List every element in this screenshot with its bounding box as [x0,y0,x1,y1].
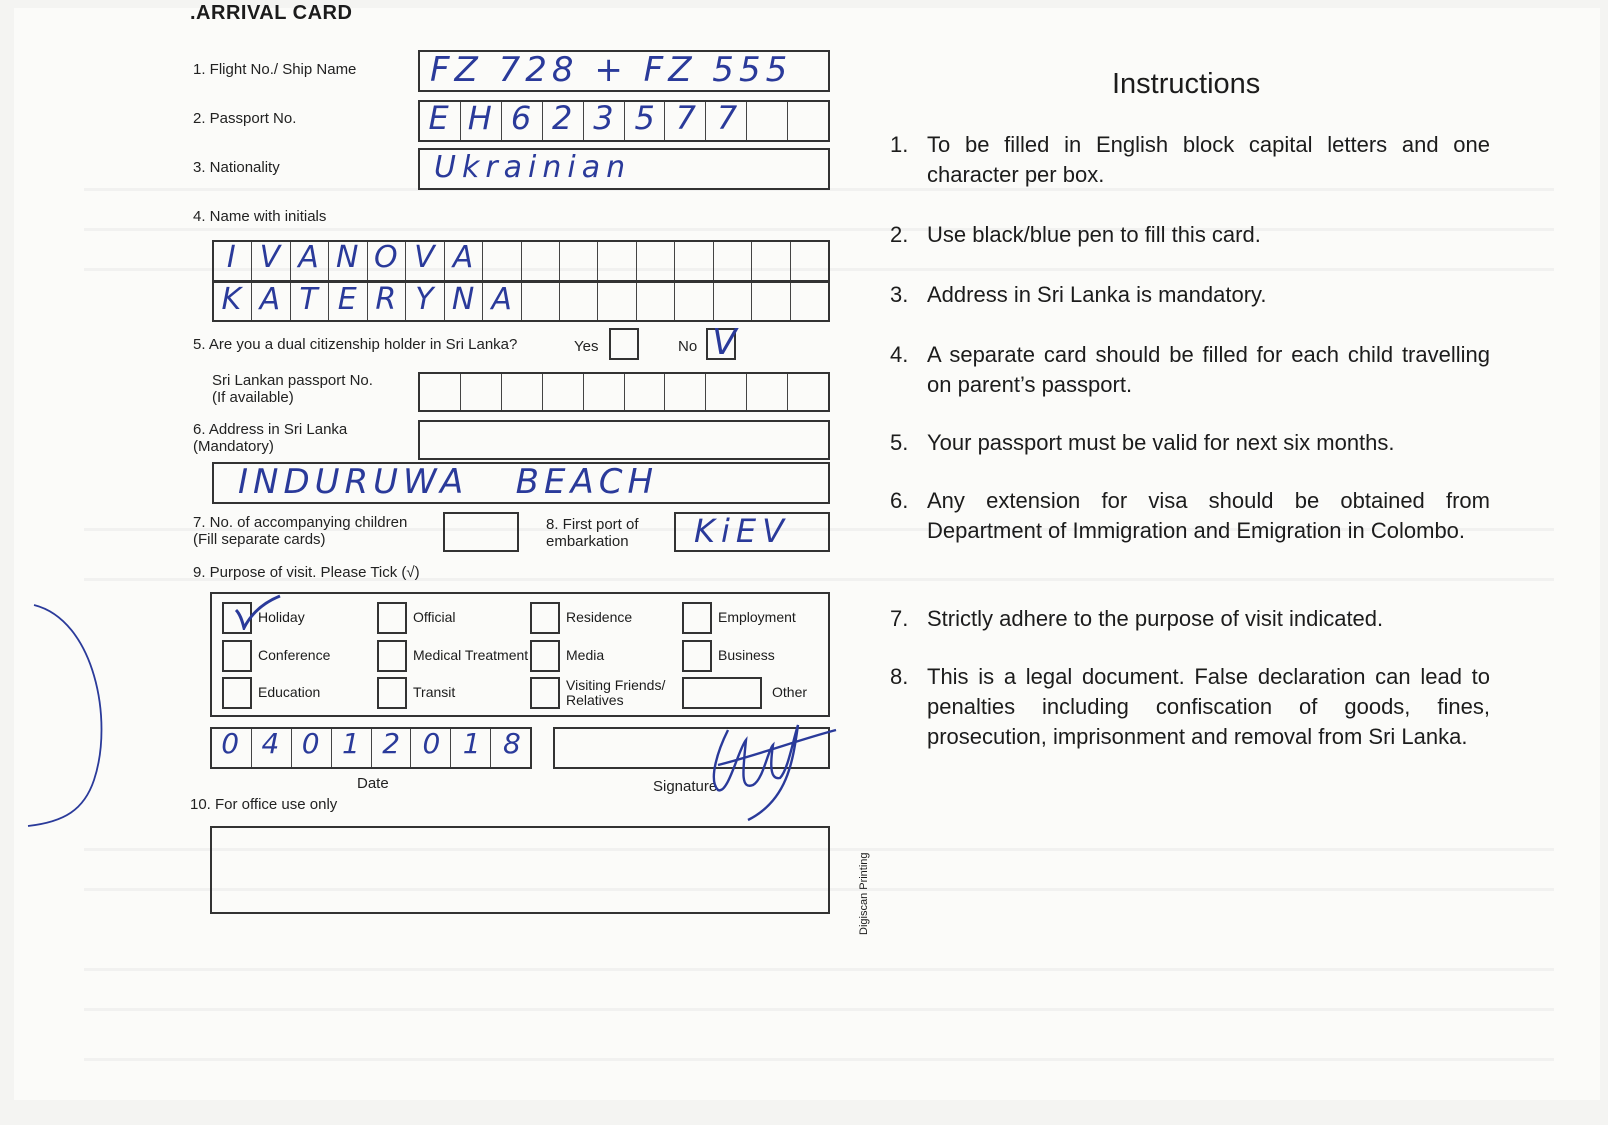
instruction-number: 8. [890,664,909,689]
flight-label: 1. Flight No./ Ship Name [193,61,357,78]
handwritten-char: A [452,240,474,275]
handwritten-char [791,282,830,322]
handwritten-char [789,99,830,141]
handwritten-char [753,240,792,282]
handwritten-char: O [374,240,398,275]
purpose-other-checkbox[interactable] [682,677,762,709]
passport-value [418,99,830,141]
instruction-item [890,486,1490,546]
handwritten-char: 0 [301,727,320,760]
handwritten-char: A [298,240,319,275]
instruction-number: 3. [890,282,909,307]
handwritten-char: 1 [341,727,360,760]
dual-no-mark: V [712,322,737,363]
handwritten-char: 0 [422,727,441,760]
purpose-medical-treatment-checkbox[interactable] [377,640,407,672]
dual-citizenship-label: 5. Are you a dual citizenship holder in Sri Lanka? [193,336,518,353]
name-value-2 [212,282,830,322]
handwritten-char: 4 [261,727,280,760]
instruction-text: Any extension for visa should be obtained from Department of Immigration and Emigration in Colombo. [927,488,1490,543]
handwritten-char [560,240,599,282]
handwritten-char: E [428,99,449,137]
purpose-business-checkbox[interactable] [682,640,712,672]
handwritten-char: T [299,282,318,317]
handwritten-char: 7 [716,99,738,137]
instruction-number: 1. [890,132,909,157]
instruction-number: 7. [890,606,909,631]
address-label: 6. Address in Sri Lanka (Mandatory) [193,421,348,455]
instruction-text: This is a legal document. False declaration can lead to penalties including confiscation of goods, fines, prosecution, imprisonment and removal from Sri Lanka. [927,664,1490,749]
address-field-1[interactable] [418,420,830,460]
handwritten-char: Y [415,282,434,317]
handwritten-char [521,240,560,282]
sl-passport-label: Sri Lankan passport No. (If available) [212,372,373,406]
purpose-medical-treatment-label: Medical Treatment [413,647,529,663]
handwritten-char [753,282,792,322]
handwritten-char [791,240,830,282]
instruction-text: To be filled in English block capital letters and one character per box. [927,132,1490,187]
instruction-number: 2. [890,222,909,247]
office-label: 10. For office use only [190,796,338,813]
purpose-residence-checkbox[interactable] [530,602,560,634]
handwritten-char: H [467,99,492,137]
handwritten-char: V [414,240,435,275]
instruction-item [890,662,1490,752]
handwritten-char: 5 [634,99,655,137]
instruction-number: 6. [890,488,909,513]
instruction-text: Strictly adhere to the purpose of visit indicated. [927,606,1384,631]
instruction-number: 5. [890,430,909,455]
purpose-media-label: Media [566,647,605,663]
purpose-visiting-friends-relatives-checkbox[interactable] [530,677,560,709]
bleed-through-line [84,1058,1554,1061]
name-label: 4. Name with initials [193,208,327,225]
instruction-item [890,280,1490,310]
handwritten-char [637,240,676,282]
name-value-1 [212,240,830,282]
instruction-item [890,428,1490,458]
children-field[interactable] [443,512,519,552]
handwritten-char [714,282,753,322]
margin-bracket-mark [24,600,114,835]
handwritten-char: I [226,240,236,275]
purpose-official-label: Official [413,609,456,625]
instruction-text: Your passport must be valid for next six months. [927,430,1395,455]
purpose-official-checkbox[interactable] [377,602,407,634]
printer-credit: Digiscan Printing [858,852,870,935]
purpose-business-label: Business [718,647,775,663]
handwritten-char: 2 [382,727,401,760]
handwritten-char [598,240,637,282]
nationality-value: Ukrainian [434,150,632,185]
address-value: INDURUWA BEACH [238,462,659,502]
handwritten-char: N [335,240,359,275]
handwritten-char [560,282,599,322]
instruction-item [890,340,1490,400]
handwritten-char [748,99,789,141]
nationality-label: 3. Nationality [193,159,280,176]
handwritten-char [482,240,521,282]
handwritten-char [714,240,753,282]
purpose-transit-label: Transit [413,684,456,700]
purpose-conference-label: Conference [258,647,331,663]
port-label: 8. First port of embarkation [546,516,639,550]
handwritten-char: 7 [675,99,696,137]
handwritten-char: E [337,282,357,317]
purpose-employment-checkbox[interactable] [682,602,712,634]
signature-label: Signature [653,778,718,795]
handwritten-char: 0 [221,727,240,760]
port-value: KiEV [694,512,790,550]
sl-passport-field[interactable] [418,372,830,412]
purpose-holiday-label: Holiday [258,609,305,625]
instruction-text: Address in Sri Lanka is mandatory. [927,282,1267,307]
purpose-residence-label: Residence [566,609,633,625]
handwritten-char: 1 [462,727,481,760]
handwritten-char: R [375,282,397,317]
purpose-conference-checkbox[interactable] [222,640,252,672]
handwritten-char [676,282,715,322]
date-label: Date [357,775,389,792]
office-field [210,826,830,914]
signature-scribble [698,710,838,835]
children-label: 7. No. of accompanying children (Fill separate cards) [193,514,408,548]
purpose-media-checkbox[interactable] [530,640,560,672]
purpose-employment-label: Employment [718,609,796,625]
handwritten-char [676,240,715,282]
handwritten-char: 3 [593,99,614,137]
date-value [210,727,532,769]
holiday-tick-mark [234,594,282,635]
handwritten-char [521,282,560,322]
handwritten-char: K [221,282,242,317]
bleed-through-line [84,1008,1554,1011]
purpose-transit-checkbox[interactable] [377,677,407,709]
handwritten-char: A [259,282,281,317]
instructions-heading: Instructions [1112,68,1261,100]
handwritten-char: 8 [502,727,521,760]
instruction-item [890,130,1490,190]
passport-label: 2. Passport No. [193,110,297,127]
card-title: .ARRIVAL CARD [190,2,353,24]
dual-no-label: No [678,338,698,355]
handwritten-char: 6 [510,99,532,137]
purpose-visiting-friends-relatives-label: Visiting Friends/ Relatives [566,677,666,708]
dual-yes-label: Yes [574,338,599,355]
instruction-text: A separate card should be filled for each child travelling on parent’s passport. [927,342,1490,397]
handwritten-char: V [259,240,281,275]
purpose-education-checkbox[interactable] [222,677,252,709]
handwritten-char: N [451,282,475,317]
instruction-item [890,604,1490,634]
flight-value: FZ 728 + FZ 555 [430,50,793,90]
purpose-other-label: Other [772,684,808,700]
purpose-education-label: Education [258,684,321,700]
handwritten-char [598,282,637,322]
instruction-text: Use black/blue pen to fill this card. [927,222,1261,247]
instruction-number: 4. [890,342,909,367]
purpose-label: 9. Purpose of visit. Please Tick (√) [193,564,420,581]
handwritten-char [637,282,676,322]
handwritten-char: 2 [552,99,573,137]
dual-yes-checkbox[interactable] [609,328,639,360]
instruction-item [890,220,1490,250]
bleed-through-line [84,968,1554,971]
handwritten-char: A [491,282,512,317]
